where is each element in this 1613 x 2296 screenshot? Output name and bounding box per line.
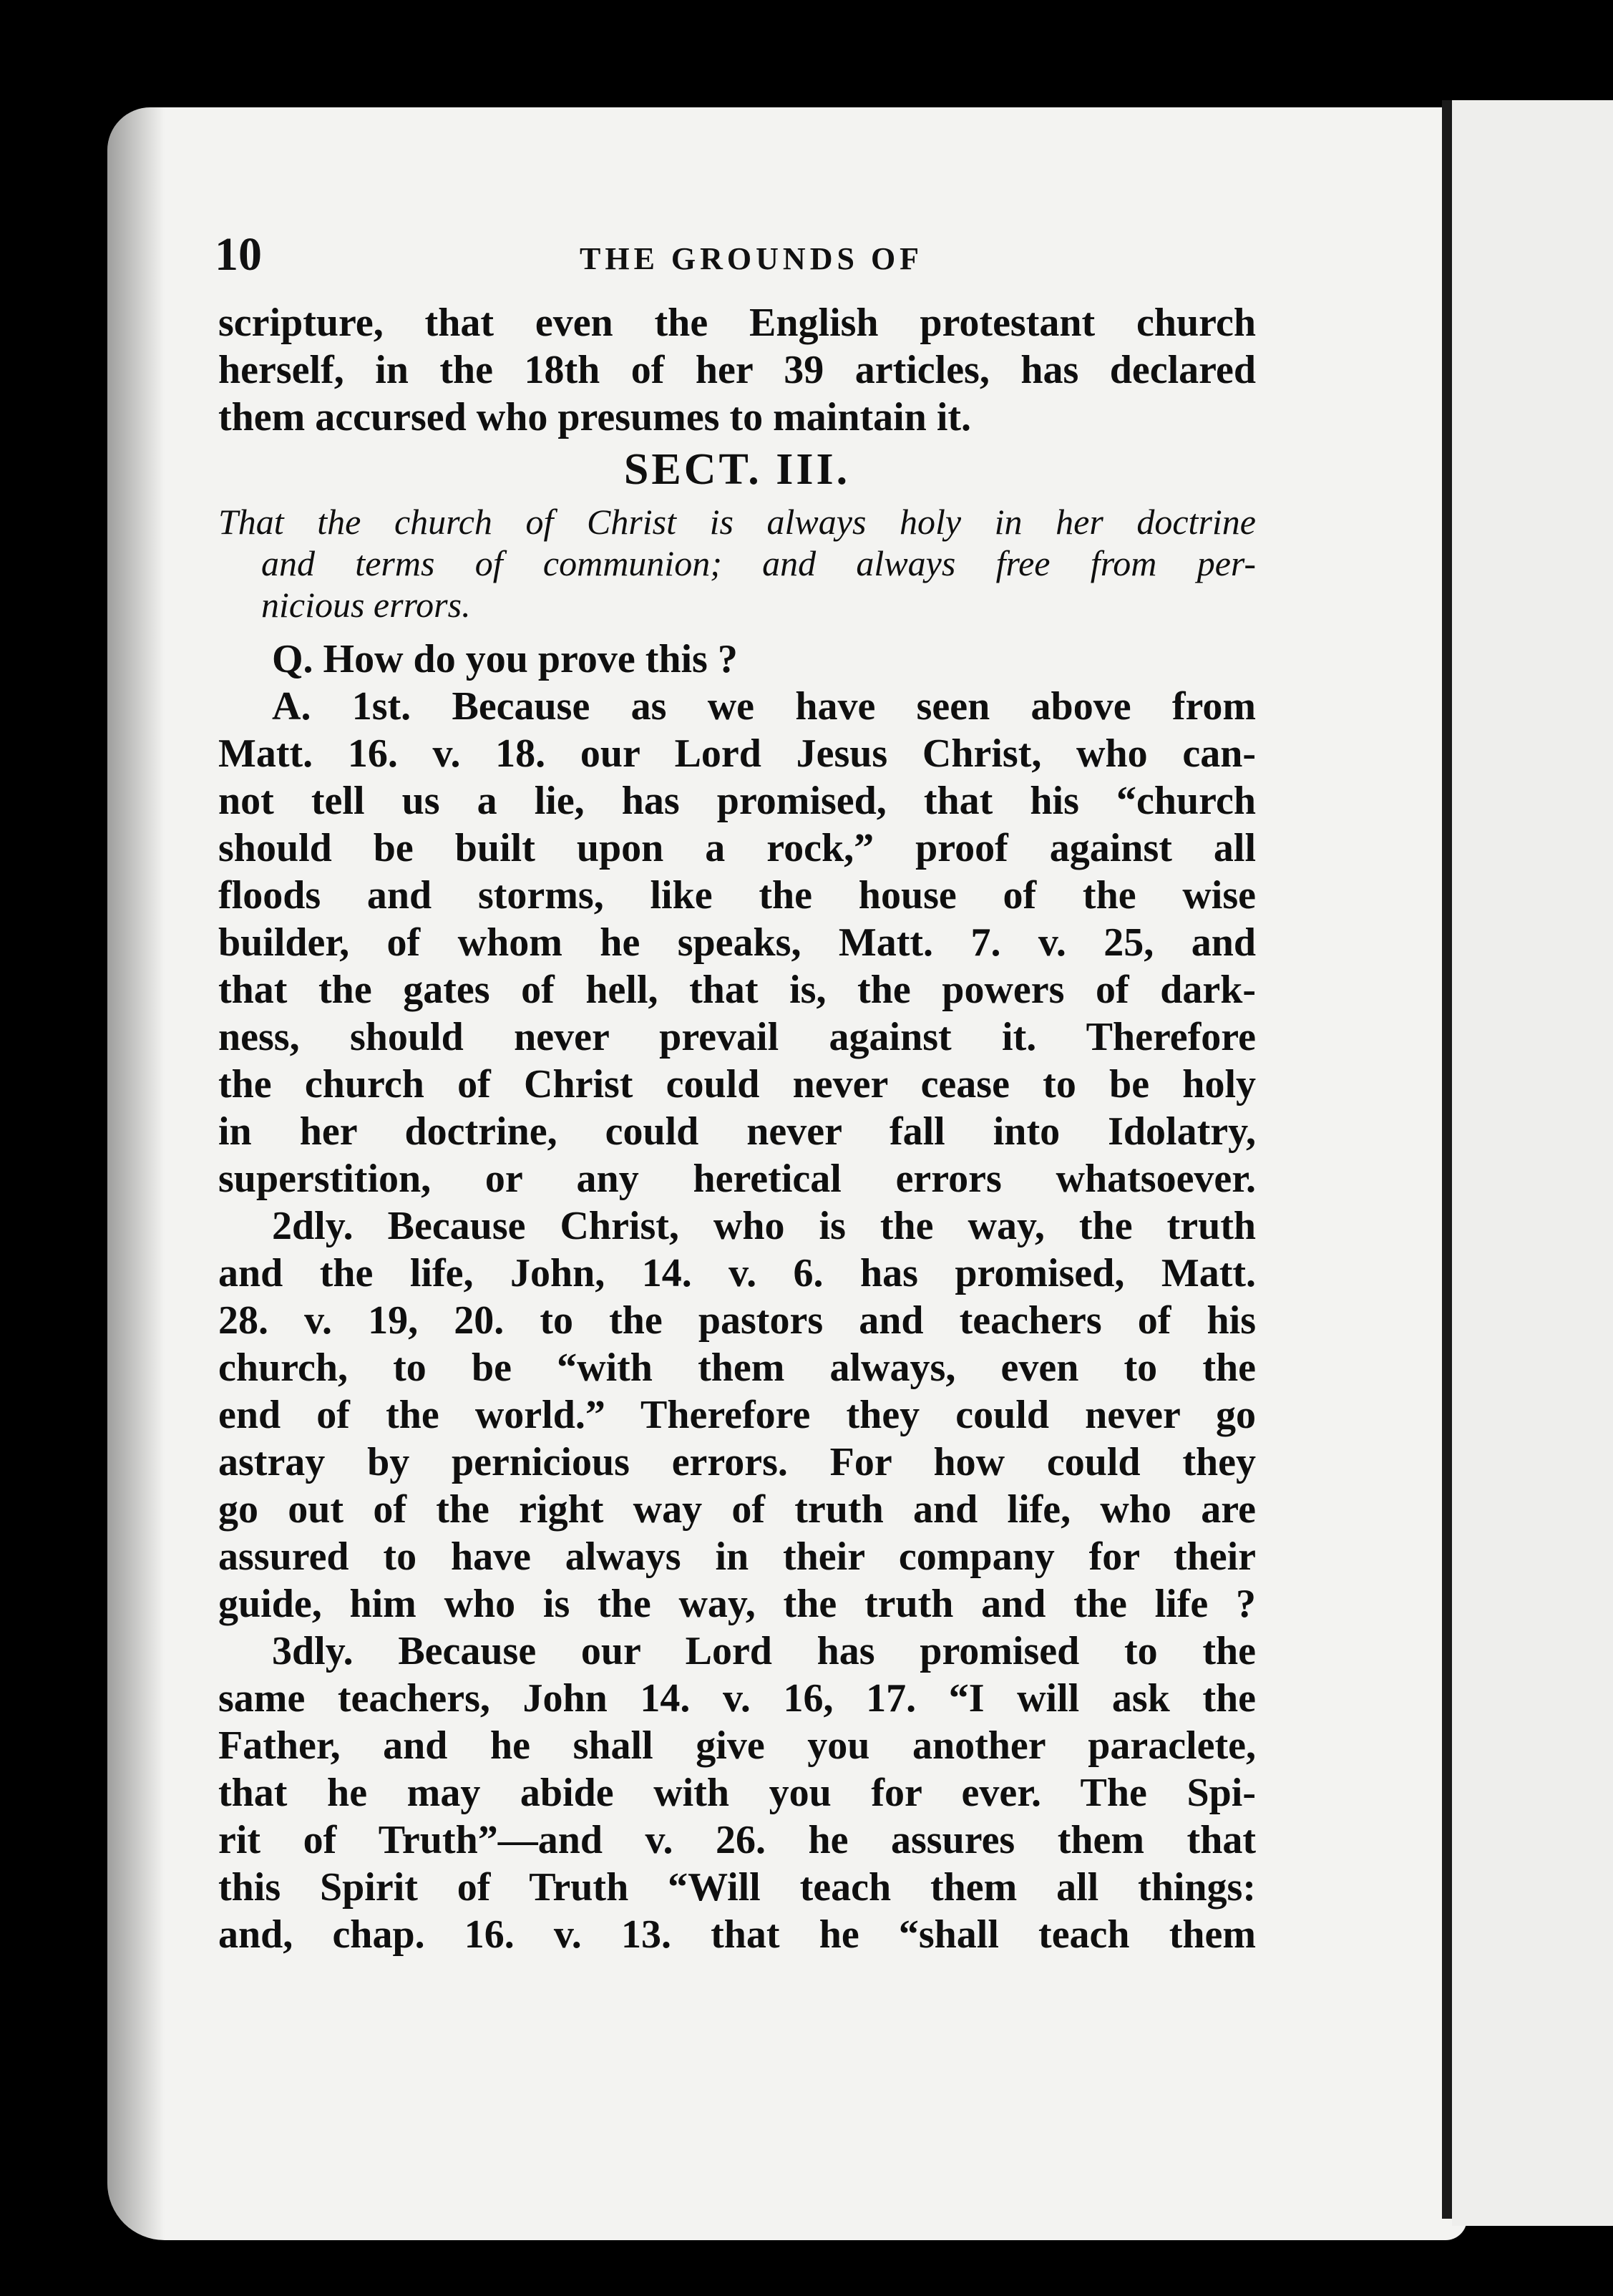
text-line: should be built upon a rock,” proof against all [218,826,1256,870]
facing-page-edge [1452,100,1613,2226]
answer-third-paragraph [218,1628,1256,1958]
text-line: scripture, that even the English protestant church [218,301,1256,345]
text-line: herself, in the 18th of her 39 articles, has declared [218,348,1256,392]
summary-line: That the church of Christ is always holy in her doctrine [218,502,1256,542]
text-line: Matt. 16. v. 18. our Lord Jesus Christ, who can- [218,731,1256,776]
text-line: the church of Christ could never cease to be holy [218,1062,1256,1106]
text-line: that the gates of hell, that is, the powers of dark- [218,968,1256,1012]
text-line: church, to be “with them always, even to the [218,1346,1256,1390]
text-line: floods and storms, like the house of the wise [218,873,1256,918]
intro-paragraph [218,299,1256,441]
question-line: Q. How do you prove this ? [272,637,738,681]
text-line: guide, him who is the way, the truth and the life ? [218,1582,1256,1626]
answer-first-paragraph [218,683,1256,1202]
text-line: rit of Truth”—and v. 26. he assures them that [218,1818,1256,1862]
text-line: Father, and he shall give you another paraclete, [218,1723,1256,1768]
text-line: superstition, or any heretical errors whatsoever. [218,1157,1256,1201]
page-number: 10 [215,228,262,281]
book-gutter [1442,100,1452,2219]
section-summary [218,501,1256,626]
answer-second-paragraph [218,1202,1256,1628]
text-line: 2dly. Because Christ, who is the way, the truth [272,1204,1256,1248]
text-line: A. 1st. Because as we have seen above from [272,684,1256,729]
summary-line: nicious errors. [261,585,471,625]
text-line: them accursed who presumes to maintain it. [218,395,972,439]
text-line: same teachers, John 14. v. 16, 17. “I will ask the [218,1676,1256,1721]
text-line: in her doctrine, could never fall into Idolatry, [218,1109,1256,1154]
page-body [218,299,1256,1958]
text-line: builder, of whom he speaks, Matt. 7. v. 25, and [218,920,1256,965]
running-head: THE GROUNDS OF [580,241,924,276]
text-line: ness, should never prevail against it. Therefore [218,1015,1256,1059]
text-line: assured to have always in their company for their [218,1534,1256,1579]
text-line: and, chap. 16. v. 13. that he “shall teach them [218,1912,1256,1957]
text-line: 3dly. Because our Lord has promised to the [272,1629,1256,1673]
section-title: SECT. III. [623,445,851,494]
text-line: go out of the right way of truth and life, who are [218,1487,1256,1532]
text-line: that he may abide with you for ever. The Spi- [218,1771,1256,1815]
text-line: end of the world.” Therefore they could never go [218,1393,1256,1437]
text-line: this Spirit of Truth “Will teach them all things: [218,1865,1256,1910]
page-header [215,228,1252,285]
summary-line: and terms of communion; and always free from per- [261,543,1256,583]
text-line: and the life, John, 14. v. 6. has promised, Matt. [218,1251,1256,1295]
text-line: 28. v. 19, 20. to the pastors and teachers of his [218,1298,1256,1343]
text-line: astray by pernicious errors. For how could they [218,1440,1256,1484]
text-line: not tell us a lie, has promised, that his “church [218,779,1256,823]
